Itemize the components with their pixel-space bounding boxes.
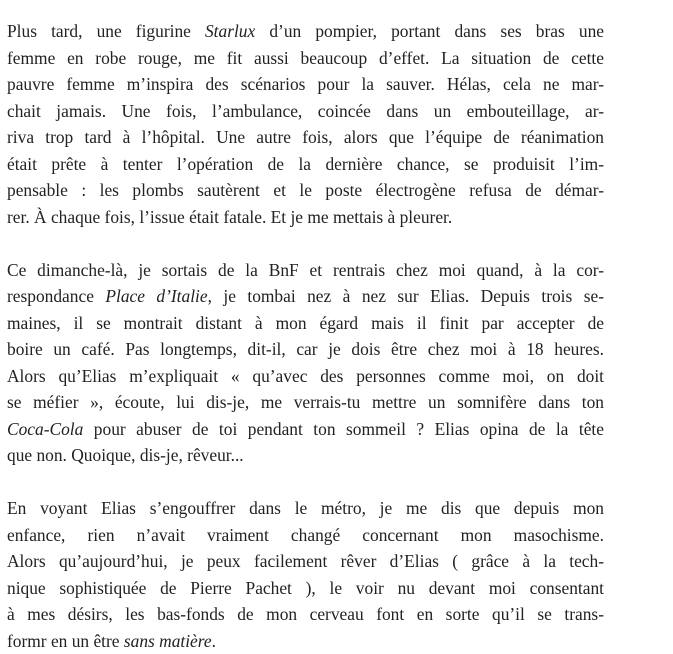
- text-run: chait jamais. Une fois, l’ambulance, coincée dans un embouteillage, ar-: [7, 101, 604, 121]
- text-run: pour abuser de toi pendant ton sommeil ? Elias opina de la tête: [83, 419, 604, 439]
- text-run: se méfier », écoute, lui dis-je, me verrais-tu mettre un somnifère dans ton: [7, 392, 604, 412]
- text-line: [7, 18, 604, 45]
- italic-text: sans matière: [124, 631, 212, 651]
- text-line: [7, 495, 604, 522]
- text-run: rer. À chaque fois, l’issue était fatale. Et je me mettais à pleurer.: [7, 207, 452, 227]
- text-line: [7, 336, 604, 363]
- text-run: femme en robe rouge, me fit aussi beaucoup d’effet. La situation de cette: [7, 48, 604, 68]
- text-line: [7, 98, 604, 125]
- text-line: [7, 310, 604, 337]
- text-run: enfance, rien n’avait vraiment changé concernant mon masochisme.: [7, 525, 604, 545]
- text-line: [7, 71, 604, 98]
- text-run: à mes désirs, les bas-fonds de mon cerveau font en sorte qu’il se trans-: [7, 604, 604, 624]
- text-run: Alors qu’Elias m’expliquait « qu’avec des personnes comme moi, on doit: [7, 366, 604, 386]
- text-run: d’un pompier, portant dans ses bras une: [255, 21, 604, 41]
- text-line: [7, 442, 604, 469]
- text-run: .: [212, 631, 216, 651]
- text-run: Plus tard, une figurine: [7, 21, 205, 41]
- text-line: [7, 416, 604, 443]
- paragraph-3: [7, 495, 604, 654]
- text-line: [7, 601, 604, 628]
- text-line: [7, 389, 604, 416]
- text-line: [7, 177, 604, 204]
- text-line: [7, 575, 604, 602]
- text-run: nique sophistiquée de Pierre Pachet ), le voir nu devant moi consentant: [7, 578, 604, 598]
- text-line: [7, 204, 604, 231]
- text-run: Ce dimanche-là, je sortais de la BnF et rentrais chez moi quand, à la cor-: [7, 260, 604, 280]
- document-page: [7, 18, 604, 654]
- text-line: [7, 283, 604, 310]
- text-line: [7, 363, 604, 390]
- italic-text: Starlux: [205, 21, 255, 41]
- italic-text: Place d’Italie: [105, 286, 207, 306]
- text-run: respondance: [7, 286, 105, 306]
- text-line: [7, 45, 604, 72]
- text-line: [7, 151, 604, 178]
- text-line: [7, 548, 604, 575]
- text-run: Alors qu’aujourd’hui, je peux facilement rêver d’Elias ( grâce à la tech-: [7, 551, 604, 571]
- text-line: [7, 124, 604, 151]
- text-run: En voyant Elias s’engouffrer dans le métro, je me dis que depuis mon: [7, 498, 604, 518]
- text-run: riva trop tard à l’hôpital. Une autre fois, alors que l’équipe de réanimation: [7, 127, 604, 147]
- text-run: boire un café. Pas longtemps, dit-il, car je dois être chez moi à 18 heures.: [7, 339, 604, 359]
- text-run: , je tombai nez à nez sur Elias. Depuis trois se-: [208, 286, 604, 306]
- text-run: formr en un être: [7, 631, 124, 651]
- text-line: [7, 628, 604, 654]
- paragraph-2: [7, 257, 604, 469]
- text-run: maines, il se montrait distant à mon égard mais il finit par accepter de: [7, 313, 604, 333]
- text-run: pauvre femme m’inspira des scénarios pour la sauver. Hélas, cela ne mar-: [7, 74, 604, 94]
- paragraph-1: [7, 18, 604, 230]
- text-run: pensable : les plombs sautèrent et le poste électrogène refusa de démar-: [7, 180, 604, 200]
- italic-text: Coca-Cola: [7, 419, 83, 439]
- text-line: [7, 522, 604, 549]
- text-line: [7, 257, 604, 284]
- text-run: que non. Quoique, dis-je, rêveur...: [7, 445, 244, 465]
- text-run: était prête à tenter l’opération de la dernière chance, se produisit l’im-: [7, 154, 604, 174]
